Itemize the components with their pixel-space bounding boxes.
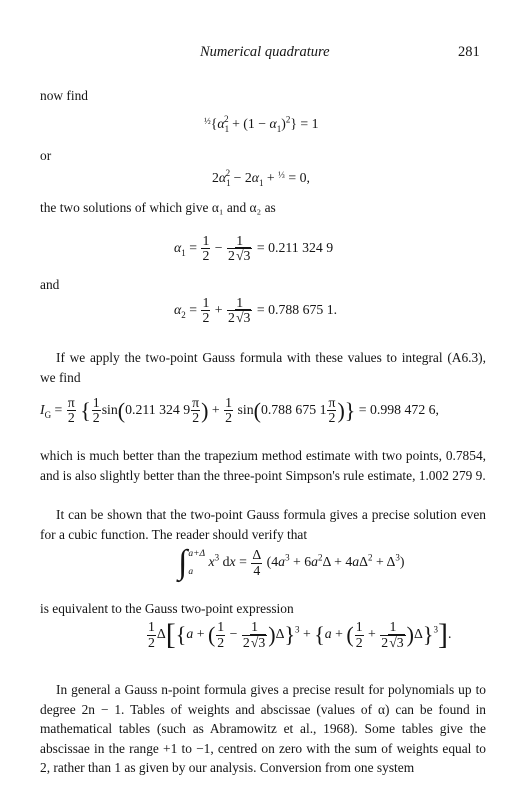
text-two-solutions: the two solutions of which give α₁ and α₂ as (40, 200, 276, 215)
equation-1-rhs: 1 (311, 116, 319, 131)
equation-gauss-two-point: $\frac{1}{2}$ Δ[{a + ( $\frac{1}{2}$ − $\frac{1}{2√3}$ )Δ}$^3$ + {a + ( $\frac{1}{2}$ + $\frac{1}{2√3}$ )Δ}$^3$]. (148, 618, 452, 651)
paragraph-shown-text: It can be shown that the two-point Gauss formula gives a precise solution even for a cubic function. The reader should verify that (40, 507, 486, 542)
equation-ig: $I_G$ = $\frac{\pi}{2}$ { $\frac{1}{2}$ sin(0.211 324 9 $\frac{\pi}{2}$ ) + $\frac{1}{2}$ sin(0.788 675 1 $\frac{\pi}{2}$ )} = 0.998 472 6, (40, 395, 440, 426)
equation-alpha1: $\alpha_1$ = $\frac{1}{2}$ − $\frac{1}{2√3}$ = 0.211 324 9 (174, 233, 334, 264)
paragraph-general-text: In general a Gauss n-point formula gives a precise result for polynomials up to degree 2n − 1. Tables of weights and abscissae (values of α) can be found in mathematical tables (such as Abramowitz et al., 1968). Some tables give the abscissae in the range +1 to −1, centred on zero with the sum of weights equal to 2, rather than 1 as given by our analysis. Conversion from one system (40, 682, 486, 776)
text-equivalent: is equivalent to the Gauss two-point expression (40, 601, 294, 616)
equation-1: $^{\frac{1}{2}}\{\alpha_1^2 + (1 - \alpha_1)^2\} = 1$ (204, 114, 319, 134)
text-now-find: now find (40, 88, 88, 103)
paragraph-which (40, 446, 486, 485)
paragraph-which-text: which is much better than the trapezium method estimate with two points, 0.7854, and is also slightly better than the three-point Simpson's rule estimate, 1.002 279 9. (40, 448, 486, 483)
page-number: 281 (458, 44, 480, 60)
paragraph-shown (40, 505, 486, 544)
alpha1-value: = 0.211 324 9 (256, 240, 334, 256)
paragraph-general (40, 680, 486, 778)
equation-alpha2: $\alpha_2$ = $\frac{1}{2}$ + $\frac{1}{2√3}$ = 0.788 675 1. (174, 295, 338, 326)
text-and: and (40, 277, 60, 292)
equation-2: $2\alpha_1^2 - 2\alpha_1 + ^{\frac{1}{3}} = 0$, (212, 168, 310, 188)
running-header: Numerical quadrature (200, 44, 330, 60)
alpha2-value: = 0.788 675 1. (256, 302, 338, 318)
paragraph-apply-text: If we apply the two-point Gauss formula with these values to integral (A6.3), we find (40, 350, 486, 385)
ig-value: = 0.998 472 6, (358, 402, 440, 418)
paragraph-apply (40, 348, 486, 387)
text-or: or (40, 148, 52, 163)
equation-2-tail: = 0, (288, 170, 310, 185)
equation-integral: ∫ a+Δ a $x^3$ dx = $\frac{\Delta}{4}$ $(4a^3 + 6a^2\Delta + 4a\Delta^2 + \Delta^3)$ (178, 544, 405, 582)
